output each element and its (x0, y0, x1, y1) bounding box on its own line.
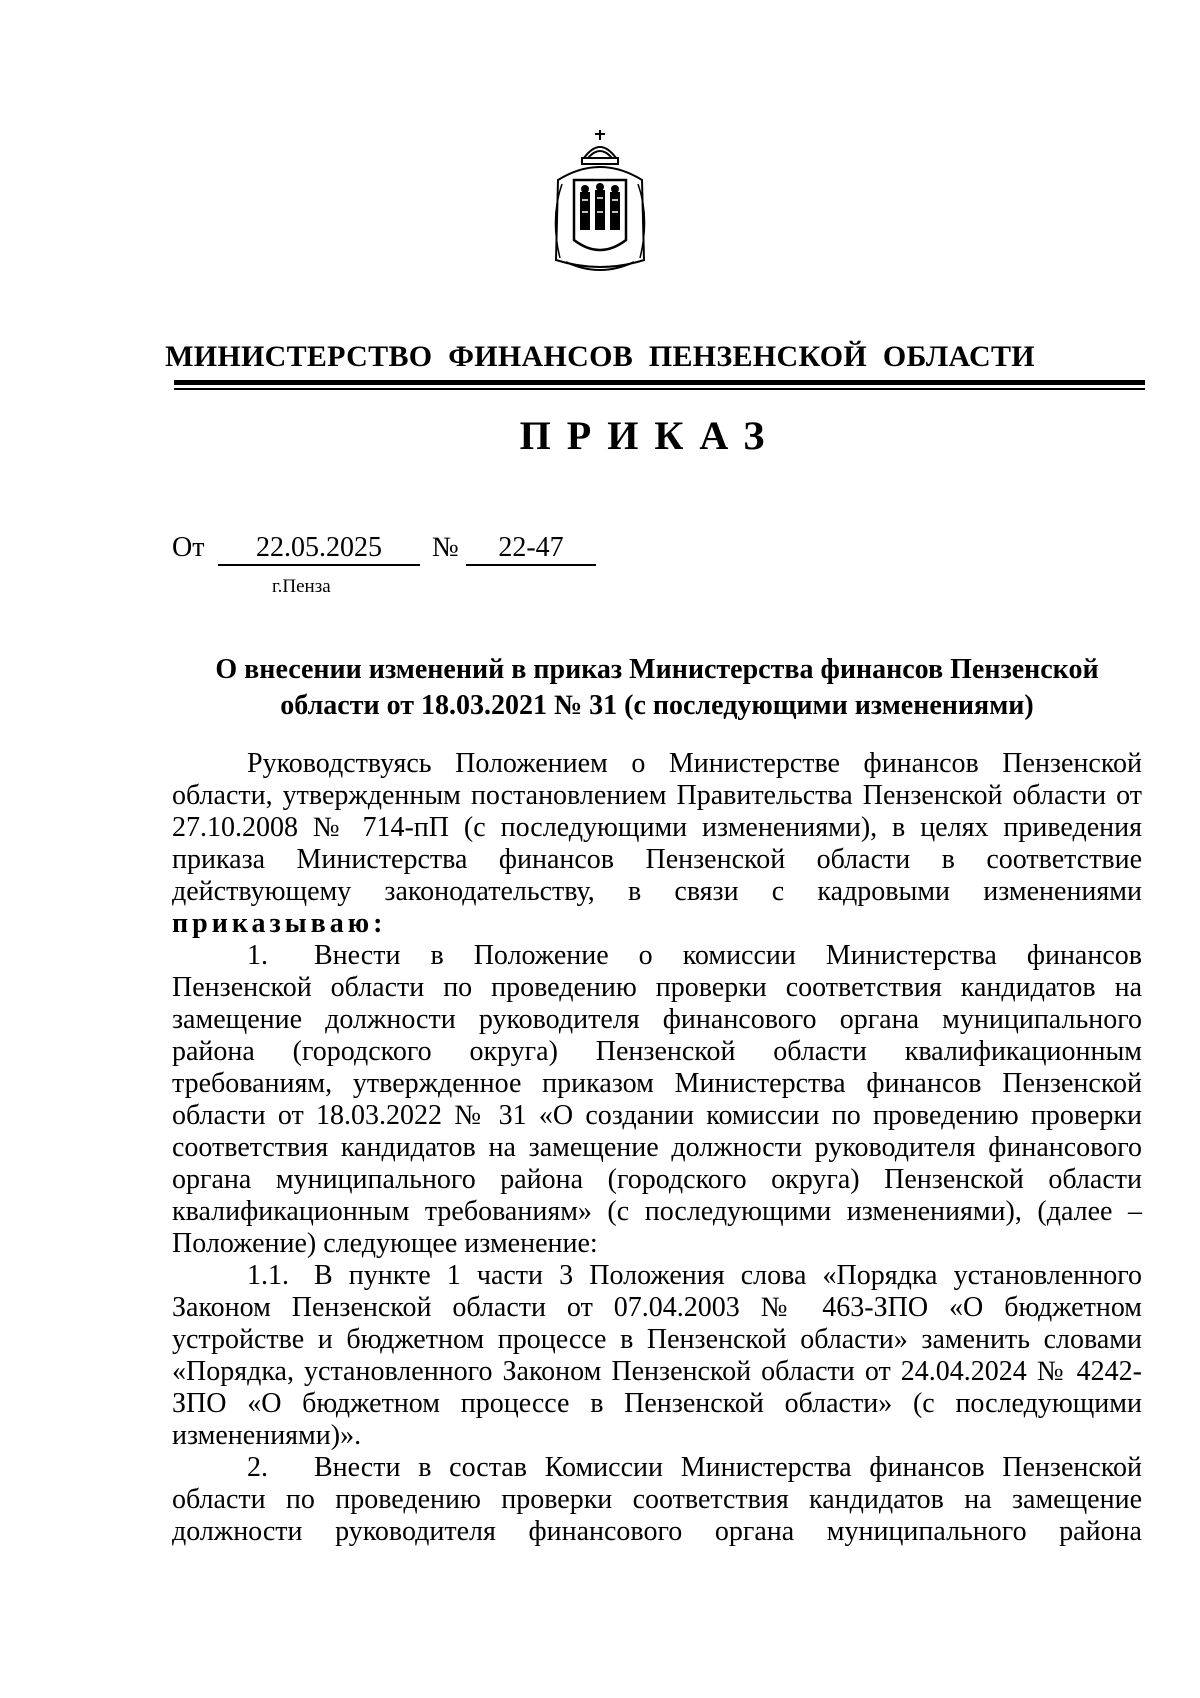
item-text: Внести в Положение о комиссии Министерства финансов Пензенской области по проведению проверки соответствия кандидатов на замещение должности руководителя финансового органа муниципального района (городского округа) Пензенской области квалификационным требованиям, утвержденное приказом Министерства финансов Пензенской области от 18.03.2022 № 31 «О создании комиссии по проведению проверки соответствия кандидатов на замещение должности руководителя финансового органа муниципального района (городского округа) Пензенской области квалификационным требованиям» (с последующими изменениями), (далее – Положение) следующее изменение: (172, 940, 1142, 1259)
list-item (172, 940, 1142, 1260)
document-type-heading: ПРИКАЗ (519, 413, 781, 458)
list-item (172, 1260, 1142, 1452)
order-word: приказываю: (172, 908, 387, 939)
item-number: 1.1. (247, 1260, 289, 1291)
preamble-paragraph (172, 748, 1142, 940)
item-text: В пункте 1 части 3 Положения слова «Порядка установленного Законом Пензенской области от 07.04.2003 № 463-ЗПО «О бюджетном устройстве и бюджетном процессе в Пензенской области» заменить словами «Порядка, установленного Законом Пензенской области от 24.04.2024 № 4242-ЗПО «О бюджетном процессе в Пензенской области» (с последующими изменениями)». (172, 1260, 1142, 1451)
document-date: 22.05.2025 (218, 532, 420, 566)
date-label: От (172, 532, 205, 563)
ministry-title: МИНИСТЕРСТВО ФИНАНСОВ ПЕНЗЕНСКОЙ ОБЛАСТИ (165, 340, 1035, 373)
item-number: 2. (247, 1452, 268, 1483)
header-divider-thin (174, 388, 1145, 390)
list-item (172, 1452, 1142, 1548)
item-text: Внести в состав Комиссии Министерства финансов Пензенской области по проведению проверки соответствия кандидатов на замещение должности руководителя финансового органа муниципального района (172, 1452, 1142, 1547)
document-subject: О внесении изменений в приказ Министерства финансов Пензенской области от 18.03.2021 № 31 (с последующими изменениями) (215, 654, 1099, 721)
coat-of-arms-emblem (538, 128, 662, 280)
city-label: г.Пенза (272, 576, 331, 597)
document-number: 22-47 (466, 532, 596, 566)
number-label: № (432, 532, 459, 563)
document-body (172, 748, 1142, 1548)
header-divider-thick (174, 380, 1145, 385)
preamble-text: Руководствуясь Положением о Министерстве финансов Пензенской области, утвержденным постановлением Правительства Пензенской области от 27.10.2008 № 714-пП (с последующими изменениями), в целях приведения приказа Министерства финансов Пензенской области в соответствие действующему законодательству, в связи с кадровыми изменениями (172, 748, 1142, 907)
item-number: 1. (247, 940, 268, 971)
